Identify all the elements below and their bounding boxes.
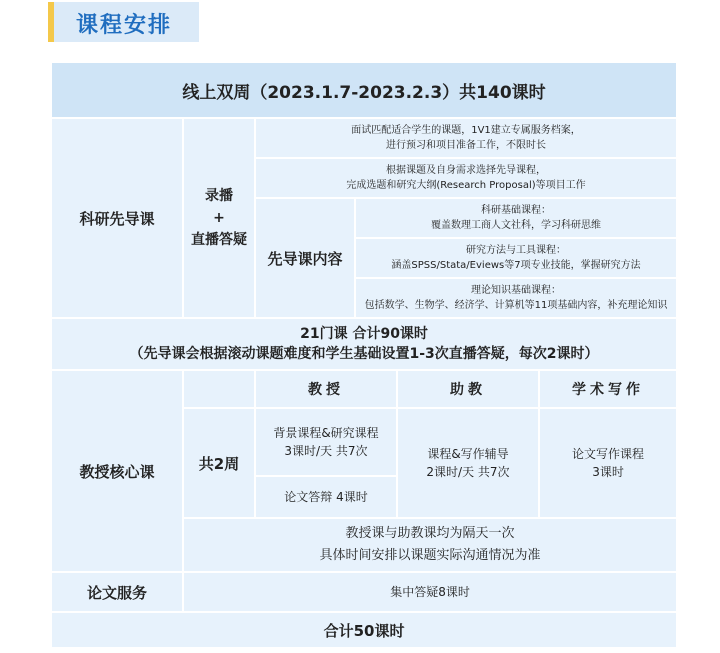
mode-line-3: 直播答疑 xyxy=(191,232,247,248)
core-duration: 共2周 xyxy=(184,409,254,517)
thesis-defense: 论文答辩 4课时 xyxy=(256,477,396,517)
core-header-blank xyxy=(184,371,254,407)
research-label: 科研先导课 xyxy=(52,119,182,317)
core-label: 教授核心课 xyxy=(52,371,182,571)
professor-line-1: 背景课程&研究课程 xyxy=(273,426,379,440)
assistant-line-1: 课程&写作辅导 xyxy=(427,447,509,461)
research-summary xyxy=(52,319,676,369)
assistant-line-2: 2课时/天 共7次 xyxy=(426,465,510,479)
course2-title: 研究方法与工具课程： xyxy=(466,245,567,256)
row1-line-1: 面试匹配适合学生的课题，1V1建立专属服务档案， xyxy=(351,125,581,136)
writing-line-2: 3课时 xyxy=(592,465,624,479)
thesis-value: 集中答疑8课时 xyxy=(184,573,676,611)
col-professor: 教授 xyxy=(256,371,396,407)
research-row-2 xyxy=(256,159,676,197)
mode-line-1: 录播 xyxy=(205,188,233,204)
thesis-label: 论文服务 xyxy=(52,573,182,611)
course2-desc: 涵盖SPSS/Stata/Eviews等7项专业技能，掌握研究方法 xyxy=(391,260,641,271)
section-title-tag xyxy=(48,2,199,42)
col-writing: 学术写作 xyxy=(540,371,676,407)
note-line-1: 教授课与助教课均为隔天一次 xyxy=(345,526,515,541)
writing-line-1: 论文写作课程 xyxy=(572,447,645,461)
course-item-1 xyxy=(356,199,676,237)
research-row-1 xyxy=(256,119,676,157)
course3-title: 理论知识基础课程： xyxy=(471,285,562,296)
row2-line-1: 根据课题及自身需求选择先导课程， xyxy=(386,165,547,176)
course-item-2 xyxy=(356,239,676,277)
row1-line-2: 进行预习和项目准备工作，不限时长 xyxy=(386,140,547,151)
row2-line-2: 完成选题和研究大纲(Research Proposal)等项目工作 xyxy=(346,180,586,191)
note-line-2: 具体时间安排以课题实际沟通情况为准 xyxy=(319,548,541,563)
col-assistant: 助教 xyxy=(398,371,538,407)
course1-title: 科研基础课程： xyxy=(481,205,552,216)
summary-line-2: （先导课会根据滚动课题难度和学生基础设置1-3次直播答疑，每次2课时） xyxy=(129,346,599,362)
assistant-courses xyxy=(398,409,538,517)
writing-courses xyxy=(540,409,676,517)
section-title: 课程安排 xyxy=(76,13,173,38)
course-schedule-table xyxy=(50,61,678,649)
mode-line-2: + xyxy=(213,210,225,226)
course-item-3 xyxy=(356,279,676,317)
core-note xyxy=(184,519,676,571)
professor-line-2: 3课时/天 共7次 xyxy=(284,444,368,458)
professor-courses xyxy=(256,409,396,475)
research-mode xyxy=(184,119,254,317)
table-footer: 合计50课时 xyxy=(52,613,676,647)
course1-desc: 覆盖数理工商人文社科，学习科研思维 xyxy=(431,220,602,231)
summary-line-1: 21门课 合计90课时 xyxy=(300,326,428,342)
table-header: 线上双周（2023.1.7-2023.2.3）共140课时 xyxy=(52,63,676,117)
research-sub-label: 先导课内容 xyxy=(256,199,354,317)
course3-desc: 包括数学、生物学、经济学、计算机等11项基础内容，补充理论知识 xyxy=(364,300,668,311)
